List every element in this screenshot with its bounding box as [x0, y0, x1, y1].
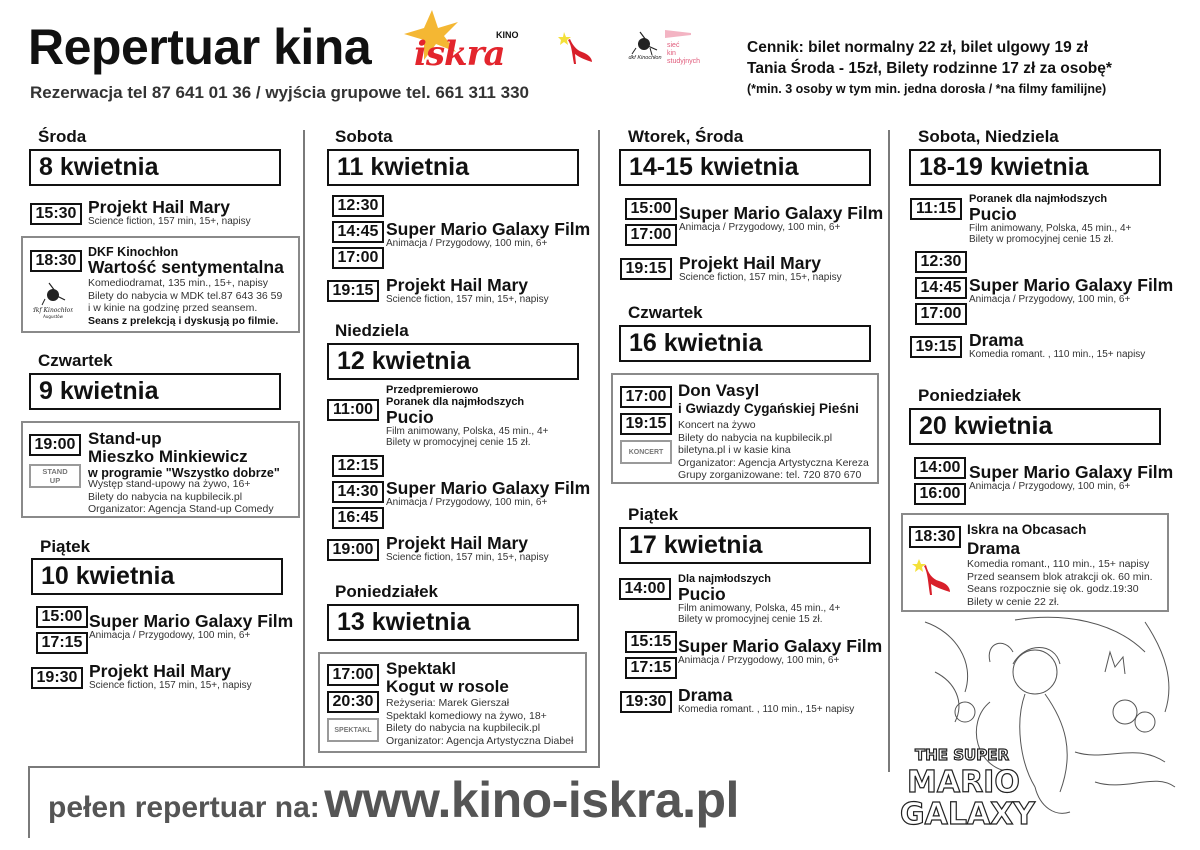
- mario-galaxy-illustration: [895, 612, 1185, 834]
- event-detail-line: Organizator: Agencja Artystyczna Kereza: [678, 456, 869, 469]
- showtime[interactable]: 17:00: [915, 303, 967, 325]
- film-title[interactable]: Projekt Hail Mary: [679, 253, 821, 273]
- film-title[interactable]: Super Mario Galaxy Film: [89, 611, 294, 631]
- date-box-8: 8 kwietnia: [29, 149, 281, 186]
- event-detail-line: Reżyseria: Marek Gierszał: [386, 697, 510, 709]
- film-title[interactable]: Projekt Hail Mary: [386, 275, 528, 295]
- promo-line-2: MARIO: [907, 765, 1020, 800]
- showtime[interactable]: 16:00: [914, 483, 966, 505]
- showtime[interactable]: 14:00: [914, 457, 966, 479]
- event-title[interactable]: Don Vasyl: [678, 381, 760, 400]
- tag-line: STAND: [42, 467, 68, 476]
- day-label-sunday: Niedziela: [335, 321, 409, 340]
- film-title[interactable]: Pucio: [969, 204, 1017, 224]
- footer-label: pełen repertuar na:: [48, 791, 320, 824]
- footer-border: [28, 766, 30, 838]
- event-detail-line: Grupy zorganizowane: tel. 720 870 670: [678, 469, 862, 481]
- showtime[interactable]: 17:15: [36, 632, 88, 654]
- projector-beam-icon: [665, 30, 695, 38]
- date-box-13: 13 kwietnia: [327, 604, 579, 641]
- kino-iskra-logo: [404, 12, 539, 74]
- event-details: [967, 558, 1153, 608]
- event-details: [88, 277, 282, 327]
- showtime[interactable]: 14:30: [332, 481, 384, 503]
- column-divider: [888, 130, 890, 772]
- svg-text:Augustów: Augustów: [43, 314, 63, 319]
- logo-iskra-text: iskra: [414, 34, 505, 74]
- day-label-friday: Piątek: [628, 505, 679, 524]
- event-title[interactable]: Drama: [967, 539, 1020, 558]
- day-label-monday: Poniedziałek: [335, 582, 438, 601]
- day-label-saturday: Sobota: [335, 127, 393, 146]
- event-pre: Iskra na Obcasach: [967, 522, 1087, 537]
- iskra-na-obcasach-logo: [912, 557, 952, 597]
- showtime[interactable]: 19:30: [620, 691, 672, 713]
- showtime[interactable]: 15:00: [625, 198, 677, 220]
- showtime[interactable]: 18:30: [30, 250, 82, 272]
- event-detail-line: Koncert na żywo: [678, 419, 756, 431]
- showtime[interactable]: 11:00: [327, 399, 379, 421]
- event-detail-line: Bilety w cenie 22 zł.: [967, 595, 1060, 608]
- event-detail-bold: Seans z prelekcją i dyskusją po filmie.: [88, 314, 279, 327]
- film-title[interactable]: Pucio: [678, 584, 726, 604]
- film-meta: Animacja / Przygodowy, 100 min, 6+: [678, 655, 840, 666]
- film-meta: Science fiction, 157 min, 15+, napisy: [679, 272, 842, 283]
- showtime[interactable]: 15:00: [36, 606, 88, 628]
- price-line-1: Cennik: bilet normalny 22 zł, bilet ulgowy 19 zł: [747, 39, 1089, 56]
- film-title[interactable]: Drama: [678, 685, 733, 705]
- event-detail-line: Spektakl komediowy na żywo, 18+: [386, 709, 547, 722]
- skk-line-2: kin: [667, 50, 676, 57]
- film-meta: Bilety w promocyjnej cenie 15 zł.: [969, 234, 1114, 245]
- film-title[interactable]: Super Mario Galaxy Film: [679, 203, 884, 223]
- event-detail-line: Komediodramat, 135 min., 15+, napisy: [88, 277, 269, 289]
- showtime[interactable]: 20:30: [327, 691, 379, 713]
- showtime[interactable]: 19:15: [620, 258, 672, 280]
- reservation-phone: Rezerwacja tel 87 641 01 36 / wyjścia grupowe tel. 661 311 330: [30, 83, 529, 102]
- showtime[interactable]: 19:00: [29, 434, 81, 456]
- event-title[interactable]: Spektakl: [386, 659, 456, 678]
- kinochlon-icon: [33, 281, 73, 321]
- footer-website: [48, 771, 739, 829]
- price-list: [747, 37, 1112, 100]
- event-subtitle[interactable]: i Gwiazdy Cygańskiej Pieśni: [678, 401, 859, 416]
- date-box-12: 12 kwietnia: [327, 343, 579, 380]
- showtime[interactable]: 19:30: [31, 667, 83, 689]
- date-box-20: 20 kwietnia: [909, 408, 1161, 445]
- day-label-monday: Poniedziałek: [918, 386, 1021, 405]
- event-details: [386, 697, 573, 747]
- showtime[interactable]: 18:30: [909, 526, 961, 548]
- day-label-wednesday: Środa: [38, 127, 87, 146]
- event-details: [678, 419, 869, 482]
- price-footnote: (*min. 3 osoby w tym min. jedna dorosła / *na filmy familijne): [747, 82, 1107, 96]
- event-title[interactable]: Mieszko Minkiewicz: [88, 447, 248, 466]
- film-title[interactable]: Projekt Hail Mary: [89, 661, 231, 681]
- high-heel-icon: [912, 557, 952, 597]
- day-label-thursday: Czwartek: [628, 303, 703, 322]
- film-meta: Animacja / Przygodowy, 100 min, 6+: [386, 238, 548, 249]
- film-title[interactable]: Super Mario Galaxy Film: [386, 219, 591, 239]
- film-meta: Bilety w promocyjnej cenie 15 zł.: [678, 614, 823, 625]
- day-label-thursday: Czwartek: [38, 351, 113, 370]
- event-detail-line: Seans rozpocznie się ok. godz.19:30: [967, 583, 1139, 595]
- film-title[interactable]: Drama: [969, 330, 1024, 350]
- film-pre-label: Poranek dla najmłodszych: [386, 396, 525, 408]
- event-detail-line: Komedia romant., 110 min., 15+ napisy: [967, 558, 1150, 570]
- showtime[interactable]: 14:00: [619, 578, 671, 600]
- film-pre-label: Poranek dla najmłodszych: [969, 193, 1108, 205]
- film-meta: Komedia romant. , 110 min., 15+ napisy: [678, 704, 855, 715]
- promo-line-1: THE SUPER: [915, 746, 1010, 764]
- date-box-9: 9 kwietnia: [29, 373, 281, 410]
- showtime[interactable]: 17:15: [625, 657, 677, 679]
- event-detail-line: Bilety do nabycia w MDK tel.87 643 36 59: [88, 289, 283, 302]
- svg-text:dkf Kinochłon: dkf Kinochłon: [33, 307, 73, 314]
- date-box-16: 16 kwietnia: [619, 325, 871, 362]
- film-pre-label: Dla najmłodszych: [678, 573, 771, 585]
- standup-tag: [29, 464, 81, 488]
- high-heel-icon: [558, 30, 594, 66]
- footer-divider: [28, 766, 600, 768]
- film-meta: Animacja / Przygodowy, 100 min, 6+: [679, 222, 841, 233]
- page-title: Repertuar kina: [28, 19, 372, 75]
- event-detail-line: Występ stand-upowy na żywo, 16+: [88, 478, 251, 490]
- column-divider: [303, 130, 305, 767]
- showtime[interactable]: 12:30: [915, 251, 967, 273]
- film-meta: Animacja / Przygodowy, 100 min, 6+: [969, 294, 1131, 305]
- day-label-tue-wed: Wtorek, Środa: [628, 127, 744, 146]
- day-label-sat-sun: Sobota, Niedziela: [918, 127, 1059, 146]
- film-title[interactable]: Projekt Hail Mary: [386, 533, 528, 553]
- event-subtitle: w programie "Wszystko dobrze": [88, 466, 280, 480]
- showtime[interactable]: 19:15: [620, 413, 672, 435]
- film-meta: Bilety w promocyjnej cenie 15 zł.: [386, 437, 531, 448]
- dkf-kinochlon-logo: [33, 281, 73, 321]
- promo-line-3: GALAXY: [900, 797, 1036, 832]
- showtime[interactable]: 12:15: [332, 455, 384, 477]
- film-title[interactable]: Projekt Hail Mary: [88, 197, 230, 217]
- showtime[interactable]: 19:15: [910, 336, 962, 358]
- film-meta: Komedia romant. , 110 min., 15+ napisy: [969, 349, 1146, 360]
- iskra-na-obcasach-logo: [558, 30, 594, 66]
- film-pre-label: Przedpremierowo: [386, 384, 479, 396]
- event-title[interactable]: Stand-up: [88, 429, 162, 448]
- column-divider: [598, 130, 600, 767]
- event-details: [88, 478, 274, 516]
- showtime[interactable]: 15:15: [625, 631, 677, 653]
- film-title[interactable]: Super Mario Galaxy Film: [969, 462, 1174, 482]
- event-detail-line: Organizator: Agencja Stand-up Comedy: [88, 503, 274, 515]
- day-label-friday: Piątek: [40, 537, 91, 556]
- film-meta: Science fiction, 157 min, 15+, napisy: [386, 294, 549, 305]
- event-detail-line: i w kinie na godzinę przed seansem.: [88, 302, 258, 314]
- date-box-10: 10 kwietnia: [31, 558, 283, 595]
- film-meta: Film animowany, Polska, 45 min., 4+: [386, 426, 549, 437]
- showtime[interactable]: 15:30: [30, 203, 82, 225]
- event-detail-line: Bilety do nabycia na kupbilecik.pl: [386, 722, 541, 734]
- showtime[interactable]: 12:30: [332, 195, 384, 217]
- showtime[interactable]: 17:00: [332, 247, 384, 269]
- film-meta: Film animowany, Polska, 45 min., 4+: [678, 603, 841, 614]
- film-meta: Science fiction, 157 min, 15+, napisy: [89, 680, 252, 691]
- showtime[interactable]: 17:00: [620, 386, 672, 408]
- mario-illustration-icon: [895, 612, 1185, 834]
- koncert-tag: KONCERT: [620, 440, 672, 464]
- film-meta: Animacja / Przygodowy, 100 min, 6+: [89, 630, 251, 641]
- film-meta: Science fiction, 157 min, 15+, napisy: [88, 216, 251, 227]
- showtime[interactable]: 16:45: [332, 507, 384, 529]
- skk-line-1: sieć: [667, 42, 680, 49]
- film-meta: Science fiction, 157 min, 15+, napisy: [386, 552, 549, 563]
- showtime[interactable]: 19:15: [327, 280, 379, 302]
- showtime[interactable]: 14:45: [915, 277, 967, 299]
- siec-kin-studyjnych-logo: [655, 30, 715, 70]
- film-title[interactable]: Pucio: [386, 407, 434, 427]
- event-pre: DKF Kinochłon: [88, 245, 179, 259]
- event-detail-line: Przed seansem blok atrakcji ok. 60 min.: [967, 570, 1153, 583]
- event-detail-line: Bilety do nabycia na kupbilecik.pl: [678, 431, 833, 444]
- event-detail-line: Bilety do nabycia na kupbilecik.pl: [88, 490, 243, 503]
- showtime[interactable]: 19:00: [327, 539, 379, 561]
- price-line-2: Tania Środa - 15zł, Bilety rodzinne 17 zł za osobę*: [747, 60, 1112, 77]
- logo-kino-text: KINO: [496, 30, 519, 40]
- film-title[interactable]: Super Mario Galaxy Film: [678, 636, 883, 656]
- date-box-11: 11 kwietnia: [327, 149, 579, 186]
- film-meta: Film animowany, Polska, 45 min., 4+: [969, 223, 1132, 234]
- film-title[interactable]: Super Mario Galaxy Film: [969, 275, 1174, 295]
- film-meta: Animacja / Przygodowy, 100 min, 6+: [386, 497, 548, 508]
- showtime[interactable]: 17:00: [625, 224, 677, 246]
- date-box-14-15: 14-15 kwietnia: [619, 149, 871, 186]
- event-detail-line: Organizator: Agencja Artystyczna Diabeł: [386, 734, 574, 747]
- showtime[interactable]: 14:45: [332, 221, 384, 243]
- event-title[interactable]: Kogut w rosole: [386, 677, 509, 696]
- showtime[interactable]: 17:00: [327, 664, 379, 686]
- date-box-17: 17 kwietnia: [619, 527, 871, 564]
- film-title[interactable]: Super Mario Galaxy Film: [386, 478, 591, 498]
- event-title[interactable]: Wartość sentymentalna: [88, 257, 284, 277]
- event-detail-line: biletyna.pl i w kasie kina: [678, 444, 791, 456]
- film-meta: Animacja / Przygodowy, 100 min, 6+: [969, 481, 1131, 492]
- skk-line-3: studyjnych: [667, 58, 701, 65]
- tag-line: UP: [49, 476, 61, 485]
- date-box-18-19: 18-19 kwietnia: [909, 149, 1161, 186]
- showtime[interactable]: 11:15: [910, 198, 962, 220]
- dkf-caption: dkf Kinochłon: [628, 55, 662, 61]
- website-link[interactable]: www.kino-iskra.pl: [324, 772, 739, 828]
- spektakl-tag: SPEKTAKL: [327, 718, 379, 742]
